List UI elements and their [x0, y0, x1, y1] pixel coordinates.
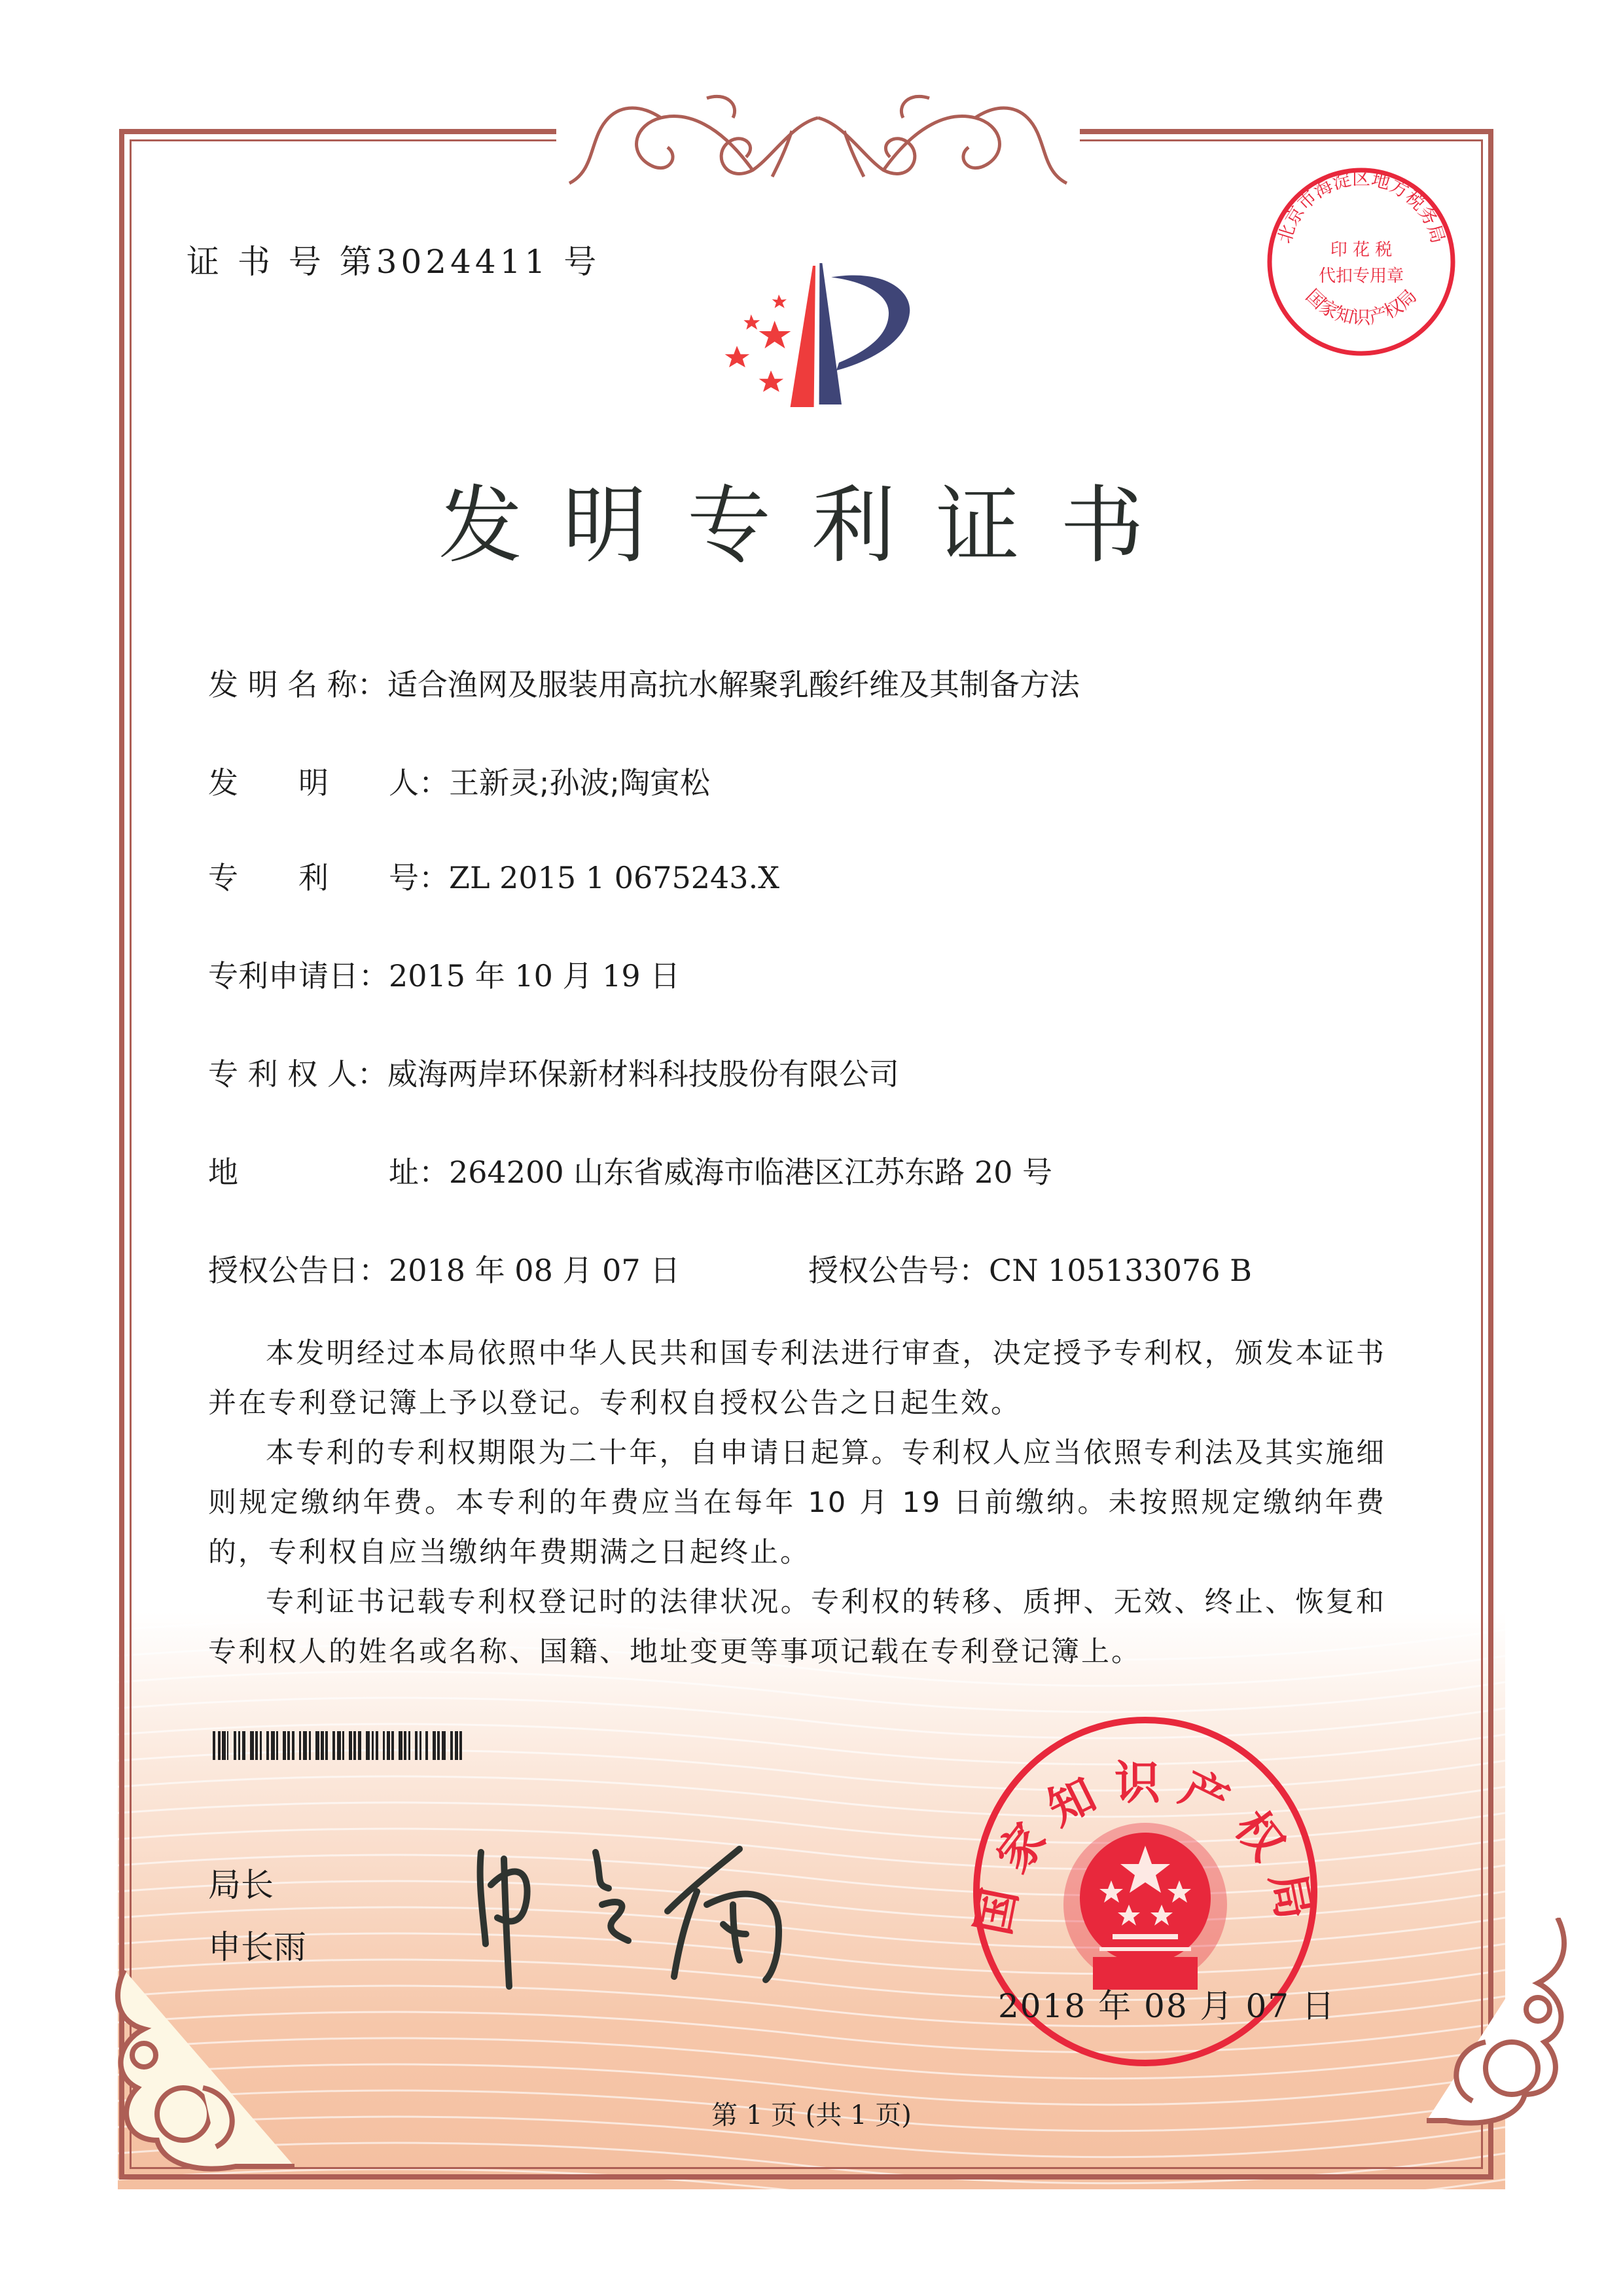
field-inventors: [208, 759, 710, 802]
field-label: 专 利 权 人：: [208, 1056, 387, 1092]
field-label: 专 利 号：: [208, 860, 449, 895]
field-value: 适合渔网及服装用高抗水解聚乳酸纤维及其制备方法: [387, 667, 1080, 702]
signatory-name: 申长雨: [208, 1928, 306, 1966]
paragraph-grant-statement: 本发明经过本局依照中华人民共和国专利法进行审查，决定授予专利权，颁发本证书并在专利登记簿上予以登记。专利权自授权公告之日起生效。: [208, 1337, 1386, 1420]
handwritten-signature-icon: [471, 1826, 838, 1996]
certificate-number-label: 证 书 号 第: [187, 243, 376, 281]
paragraph-term-and-fees: 本专利的专利权期限为二十年，自申请日起算。专利权人应当依照专利法及其实施细则规定缴纳年费。本专利的年费应当在每年 10 月 19 日前缴纳。未按照规定缴纳年费的，专利权自应当缴纳年费期满之日起终止。: [208, 1437, 1386, 1569]
field-label: 专利申请日：: [208, 958, 389, 994]
signatory-title: 局长: [208, 1866, 274, 1904]
svg-text:北京市海淀区地方税务局: [1274, 168, 1449, 245]
stamp-ring-text: 北京市海淀区地方税务局: [1273, 168, 1450, 246]
field-value: 264200 山东省威海市临港区江苏东路 20 号: [449, 1155, 1052, 1190]
field-patentee: [208, 1050, 899, 1094]
stamp-bottom-text: 国家知识产权局: [1301, 285, 1421, 329]
barcode: [213, 1731, 632, 1760]
seal-ring-text: 国家知识产权局: [966, 1756, 1325, 1939]
field-grant-number: [808, 1247, 1252, 1290]
stamp-center-line1: 印 花 税: [1330, 240, 1393, 260]
field-label: 发 明 名 称：: [208, 667, 387, 702]
stamp-center-line2: 代扣专用章: [1318, 266, 1404, 286]
field-patent-number: [208, 854, 779, 897]
field-value: 2018 年 08 月 07 日: [389, 1253, 681, 1288]
national-emblem-icon: [1063, 1823, 1227, 1990]
field-address: [208, 1149, 1052, 1192]
certificate-number-suffix: 号: [563, 243, 601, 281]
field-value: 威海两岸环保新材料科技股份有限公司: [387, 1056, 899, 1092]
field-application-date: [208, 952, 680, 996]
page-indicator: 第 1 页 (共 1 页): [711, 2100, 912, 2130]
page-title: 发明专利证书: [438, 477, 1185, 575]
field-value: CN 105133076 B: [989, 1253, 1252, 1288]
field-label: 授权公告日：: [208, 1253, 389, 1288]
paragraph-legal-status: 专利证书记载专利权登记时的法律状况。专利权的转移、质押、无效、终止、恢复和专利权人的姓名或名称、国籍、地址变更等事项记载在专利登记簿上。: [208, 1586, 1386, 1668]
field-value: 2015 年 10 月 19 日: [389, 958, 681, 994]
seal-date: 2018 年 08 月 07 日: [998, 1987, 1336, 2025]
cnipa-logo-icon: [687, 242, 923, 425]
field-label: 发 明 人：: [208, 765, 449, 800]
certificate-number: [187, 236, 600, 283]
field-label: 地 址：: [208, 1155, 449, 1190]
dragon-ornament-icon: [556, 85, 1080, 190]
corner-ornament-bottom-left-icon: [105, 1970, 301, 2186]
svg-text:国家知识产权局: [1302, 285, 1421, 328]
stamp-duty-seal-icon: [1263, 164, 1459, 360]
field-value: 王新灵;孙波;陶寅松: [449, 765, 710, 800]
field-value: ZL 2015 1 0675243.X: [449, 860, 779, 895]
field-grant-date: [208, 1247, 680, 1290]
field-invention-name: [208, 661, 1080, 704]
certificate-number-value: 3024411: [376, 243, 550, 281]
field-label: 授权公告号：: [808, 1253, 989, 1288]
